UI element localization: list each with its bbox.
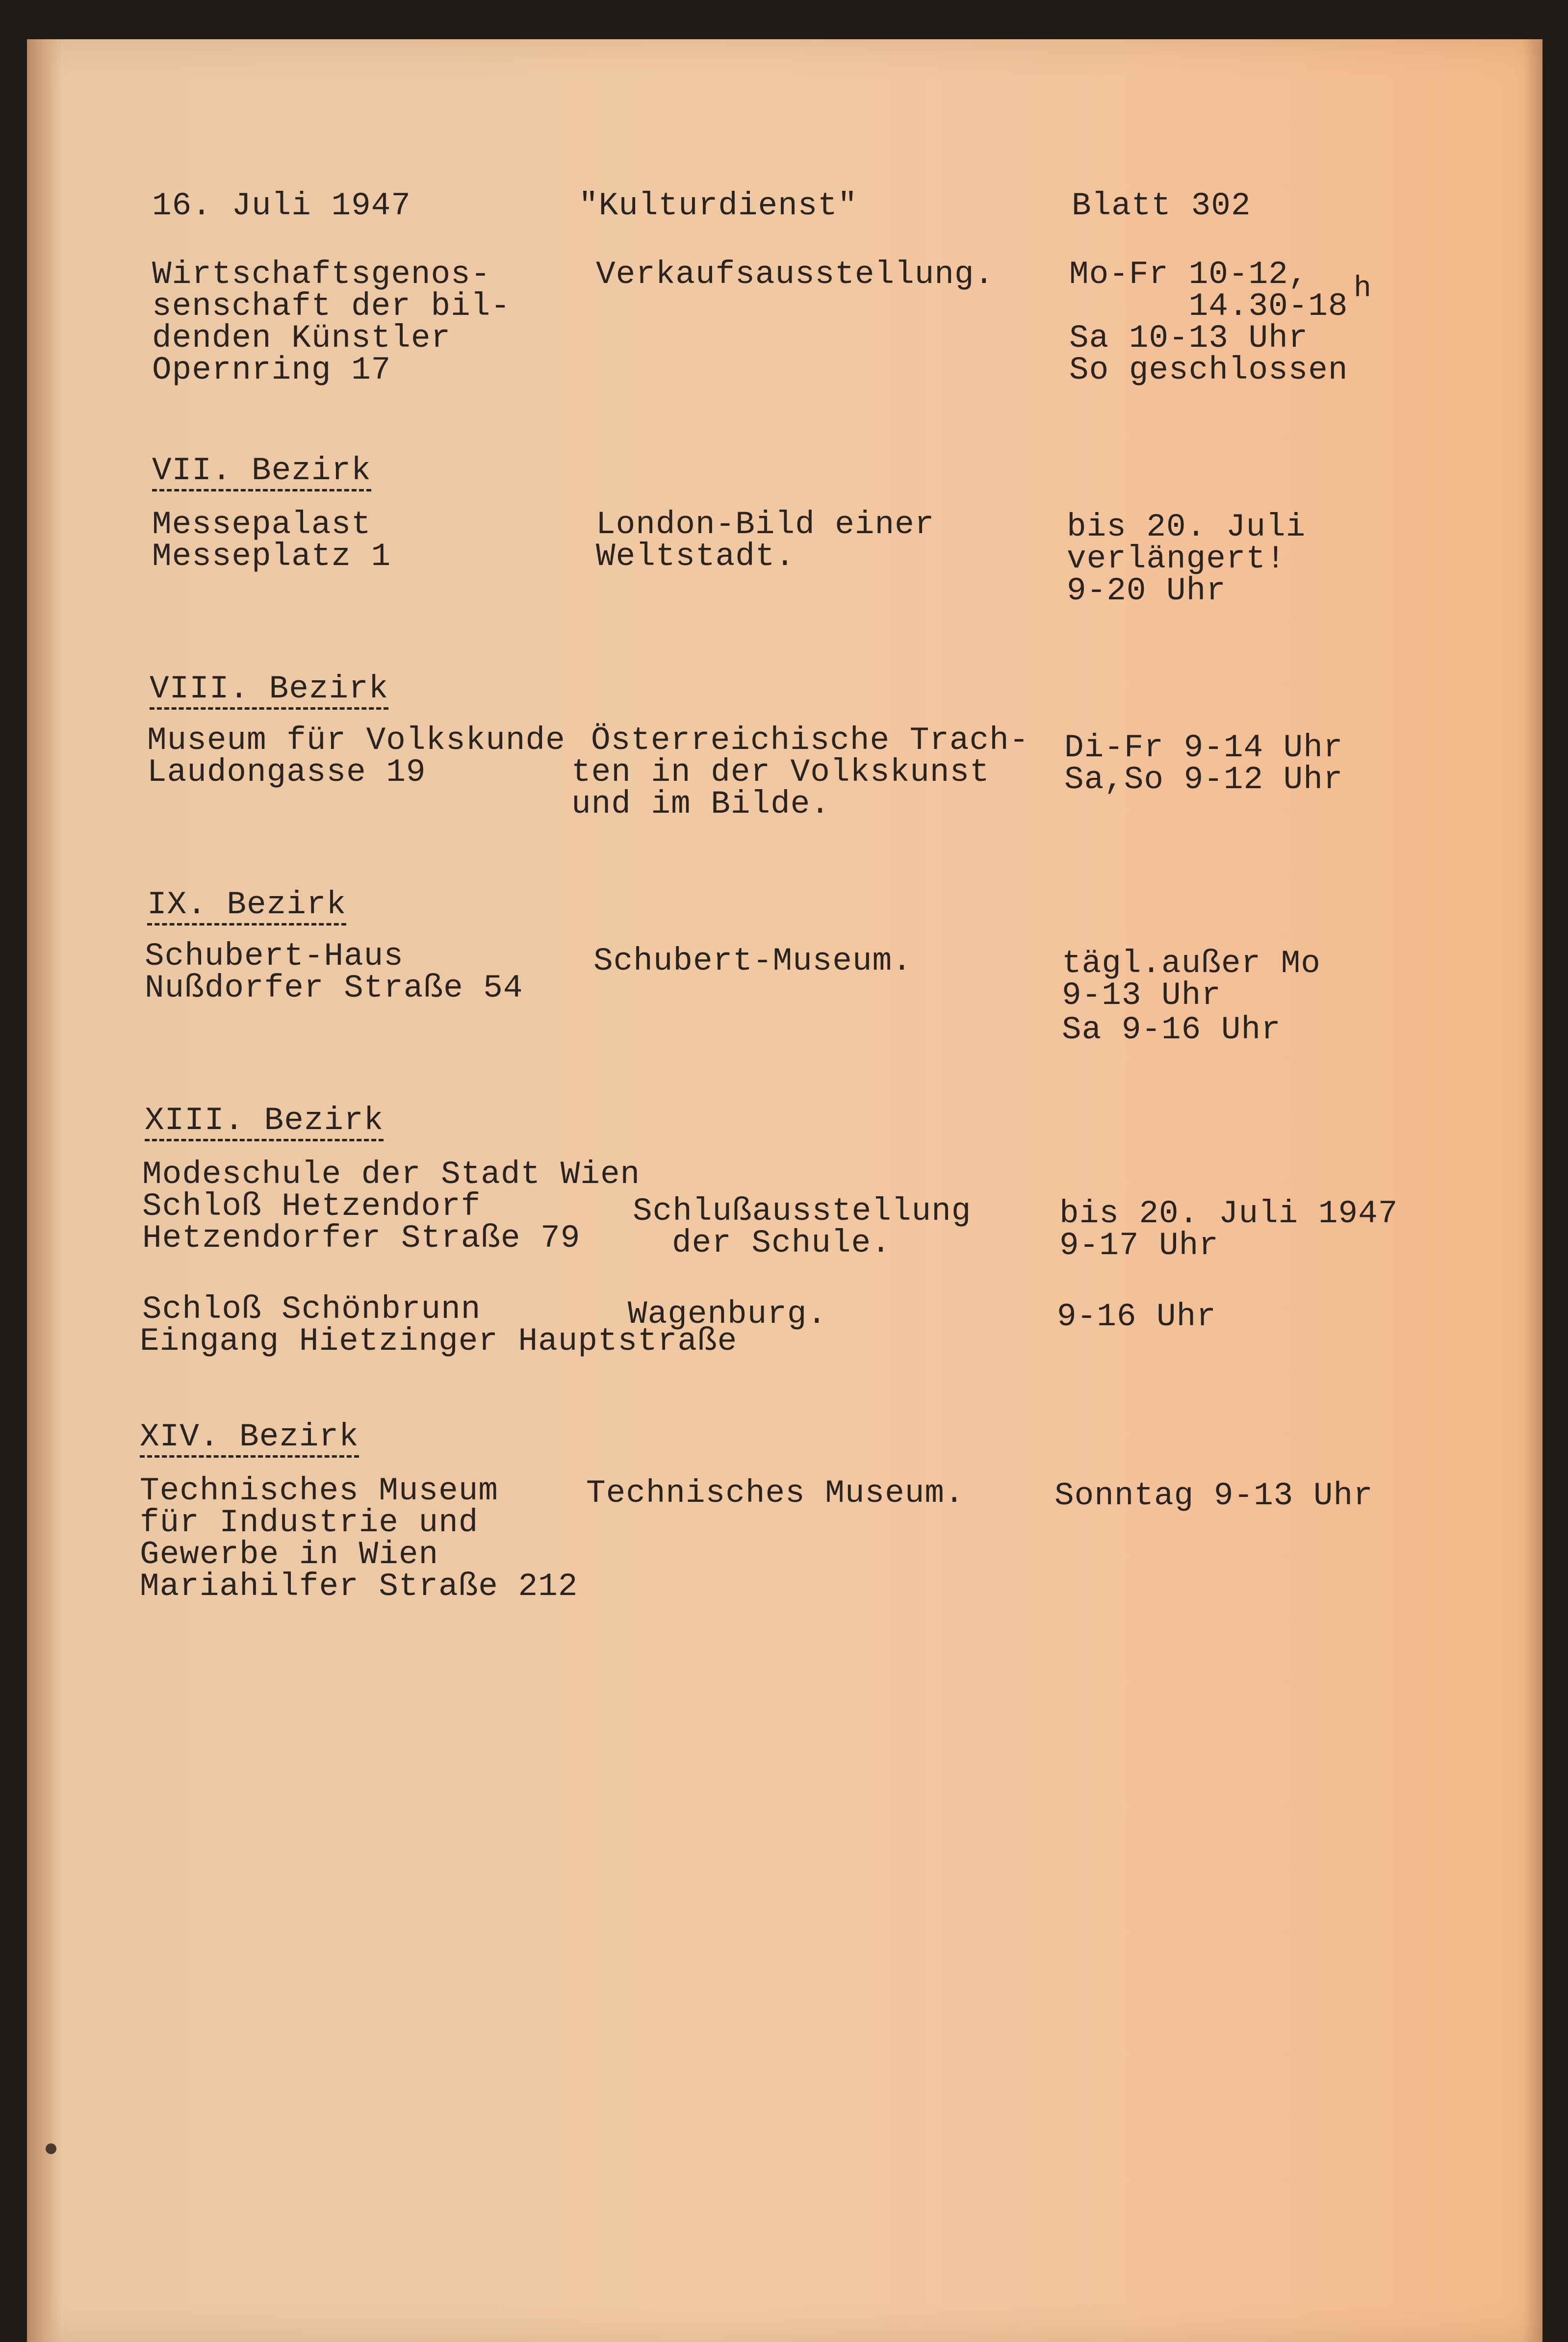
exhibit-line: und im Bilde. xyxy=(571,786,830,823)
district-heading: VIII. Bezirk xyxy=(150,672,388,710)
hours-line: verlängert! xyxy=(1067,540,1286,577)
venue-line: Schubert-Haus xyxy=(145,938,404,975)
exhibit-line: Weltstadt. xyxy=(596,538,796,575)
hours-line: So geschlossen xyxy=(1069,352,1348,388)
exhibit-line: Schlußausstellung xyxy=(633,1193,972,1230)
exhibit-line: Wagenburg. xyxy=(628,1296,827,1333)
venue-line: Technisches Museum xyxy=(140,1472,498,1509)
district-heading: XIII. Bezirk xyxy=(145,1104,384,1141)
venue-line: Wirtschaftsgenos- xyxy=(152,256,491,293)
venue-line: Opernring 17 xyxy=(152,352,391,388)
venue-line: Hetzendorfer Straße 79 xyxy=(142,1220,581,1257)
venue-line: Gewerbe in Wien xyxy=(140,1536,439,1573)
hours-line: bis 20. Juli 1947 xyxy=(1059,1195,1398,1232)
venue-line: Museum für Volkskunde xyxy=(147,722,566,759)
venue-line: denden Künstler xyxy=(152,320,451,357)
hours-line: Sa 10-13 Uhr xyxy=(1069,320,1309,357)
hours-line: 14.30-18 xyxy=(1069,288,1348,325)
venue-line: senschaft der bil- xyxy=(152,288,511,325)
hours-line: Sonntag 9-13 Uhr xyxy=(1054,1477,1373,1514)
hours-superscript: h xyxy=(1354,272,1372,306)
binding-spine xyxy=(27,39,61,2342)
venue-line: Mariahilfer Straße 212 xyxy=(140,1568,578,1605)
venue-line: Modeschule der Stadt Wien xyxy=(142,1156,641,1193)
header-sheet-number: Blatt 302 xyxy=(1072,187,1251,224)
venue-line: für Industrie und xyxy=(140,1504,479,1541)
exhibit-line: Schubert-Museum. xyxy=(593,943,912,979)
exhibit-line: der Schule. xyxy=(672,1225,891,1261)
exhibit-line: Österreichische Trach- xyxy=(591,722,1029,759)
hours-line: 9-13 Uhr xyxy=(1062,977,1221,1014)
exhibit-line: Technisches Museum. xyxy=(586,1475,965,1512)
venue-line: Messepalast xyxy=(152,506,371,543)
hours-line: 9-20 Uhr xyxy=(1067,572,1226,609)
district-heading: VII. Bezirk xyxy=(152,454,371,491)
hours-line: 9-17 Uhr xyxy=(1059,1227,1219,1264)
page-edge xyxy=(1523,39,1542,2342)
hours-line: Sa,So 9-12 Uhr xyxy=(1064,761,1343,798)
district-heading: XIV. Bezirk xyxy=(140,1420,359,1458)
punch-hole xyxy=(46,2143,56,2154)
exhibit-line: London-Bild einer xyxy=(596,506,935,543)
venue-line: Schloß Schönbrunn xyxy=(142,1291,481,1328)
hours-line: Sa 9-16 Uhr xyxy=(1062,1011,1281,1048)
header-date: 16. Juli 1947 xyxy=(152,187,411,224)
hours-line: Mo-Fr 10-12, xyxy=(1069,256,1309,293)
exhibit-line: Verkaufsausstellung. xyxy=(596,256,995,293)
venue-line: Schloß Hetzendorf xyxy=(142,1188,481,1225)
hours-line: tägl.außer Mo xyxy=(1062,945,1321,982)
district-heading: IX. Bezirk xyxy=(147,888,346,926)
hours-line: bis 20. Juli xyxy=(1067,509,1306,545)
hours-line: 9-16 Uhr xyxy=(1057,1298,1216,1335)
venue-line: Messeplatz 1 xyxy=(152,538,391,575)
header-title: "Kulturdienst" xyxy=(579,187,858,224)
venue-line: Eingang Hietzinger Hauptstraße xyxy=(140,1323,738,1360)
venue-line: Laudongasse 19 xyxy=(147,754,426,791)
hours-line: Di-Fr 9-14 Uhr xyxy=(1064,729,1343,766)
exhibit-line: ten in der Volkskunst xyxy=(571,754,990,791)
venue-line: Nußdorfer Straße 54 xyxy=(145,970,523,1006)
